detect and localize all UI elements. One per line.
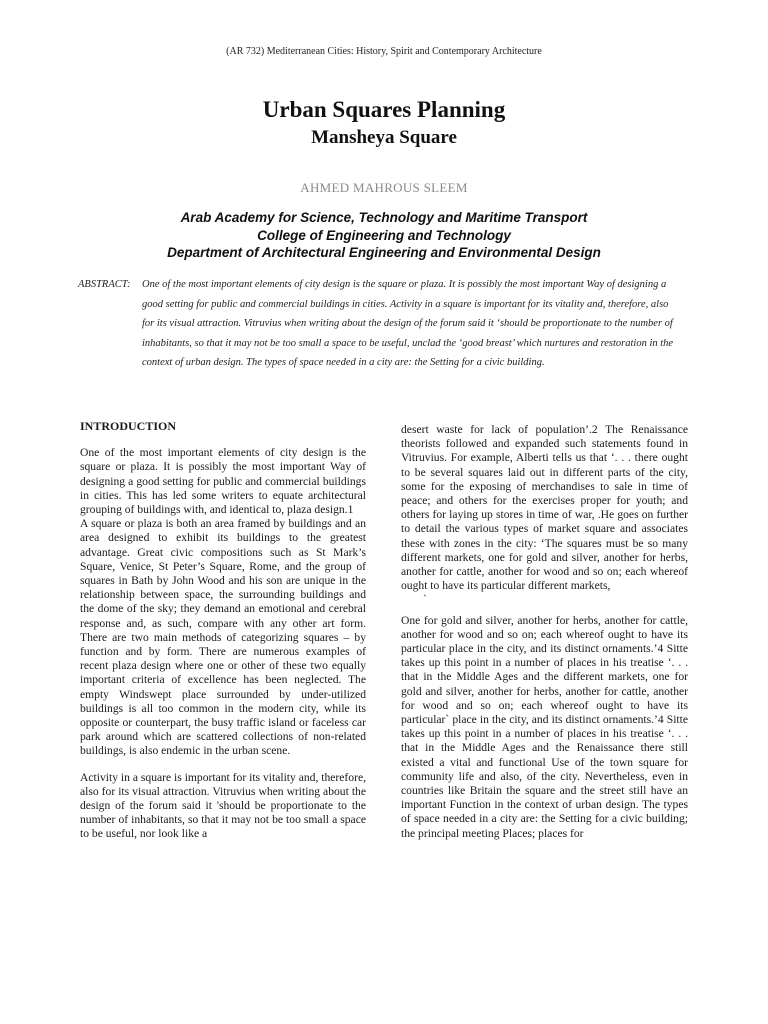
abstract-text: One of the most important elements of city design is the square or plaza. It is possibly the most important Way of designing a good setting for public and commercial buildings in cities. Activity in a square is important for its vitality and, therefore, also for its visual attraction. Vitruvius when writing about the design of the forum said it ‘should be proportionate to the number of inhabitants, so that it may not be too small a space to be useful, unclad the ‘good breast’ which nurtures and restoration in the context of urban design. The types of space needed in a city are: the Setting for a civic building. bbox=[142, 279, 674, 368]
abstract-block bbox=[78, 275, 678, 373]
left-paragraph-1: One of the most important elements of city design is the square or plaza. It is possibly the most important Way of designing a good setting for public and commercial buildings in cities. This has led some writers to equate architectural grouping of buildings with, and identical to, plaza design.1 bbox=[80, 446, 366, 517]
right-column bbox=[401, 423, 688, 841]
course-header: (AR 732) Mediterranean Cities: History, Spirit and Contemporary Architecture bbox=[226, 46, 542, 57]
left-paragraph-2: A square or plaza is both an area framed by buildings and an area designed to exhibit its buildings to the greatest advantage. Great civic compositions such as St Mark’s Square, Venice, St Peter’s Square, Rome, and the group of squares in Bath by John Wood and his son are unique in the relationship between space, the surrounding buildings and the dome of the sky; they demand an emotional and cerebral response and, as such, compare with any other art form. There are two main methods of categorizing squares – by function and by form. There are numerous examples of recent plaza design where one or other of these two equally important criteria of excellence has been neglected. The empty Windswept place surrounded by under-utilized buildings is all too common in the modern city, while its opposite or counterpart, the busy traffic island or faceless car park around which are scattered collections of non-related buildings, is also endemic in the urban scene. bbox=[80, 517, 366, 758]
left-column bbox=[80, 419, 366, 842]
left-paragraph-3: Activity in a square is important for its vitality and, therefore, also for its visual attraction. Vitruvius when writing about the design of the forum said it 'should be proportionate to the number of inhabitants, so that it may not be too small a space to be useful, nor look like a bbox=[80, 770, 366, 841]
abstract-label: ABSTRACT: bbox=[78, 279, 131, 290]
author-name: AHMED MAHROUS SLEEM bbox=[300, 180, 468, 195]
right-paragraph-1: desert waste for lack of population’.2 The Renaissance theorists followed and expanded such statements found in Vitruvius. For example, Alberti tells us that ‘. . . there ought to be several squares laid out in different parts of the city, some for the exposing of merchandises to sale in time of peace; and others for the exercises proper for youth; and others for laying up stores in time of war, .He goes on further to detail the various types of market square and associates these with zones in the city: ‘The squares must be so many different markets, one for gold and silver, another for herbs, another for cattle, another for wood and so on; each whereof ought to have its particular different markets, bbox=[401, 423, 688, 593]
paper-title: Urban Squares Planning bbox=[262, 97, 506, 122]
right-paragraph-2: One for gold and silver, another for herbs, another for cattle, another for wood and so on; each whereof ought to have its particular place in the city, and its distinct ornaments.’4 Sitte takes up this point in a number of places in his treatise ‘. . . that in the Middle Ages and the different markets, one for gold and silver, another for herbs, another for cattle, another for wood and so on; each whereof ought to have its particular` place in the city, and its distinct ornaments.’4 Sitte takes up this point in a number of places in his treatise ‘. . . that in the Middle Ages and the Renaissance there still existed a vital and functional Use of the town square for community life and also, of the city. Nevertheless, even in countries like Britain the square and the street still have an important Function in the context of urban design. The types of space needed in a city are: the Setting for a civic building; the principal meeting Places; places for bbox=[401, 613, 688, 840]
stray-mark: ` bbox=[423, 593, 427, 607]
affiliation-department: Department of Architectural Engineering and Environmental Design bbox=[167, 245, 601, 260]
affiliation-academy: Arab Academy for Science, Technology and Maritime Transport bbox=[180, 210, 588, 225]
section-heading-introduction: INTRODUCTION bbox=[80, 419, 177, 433]
paper-subtitle: Mansheya Square bbox=[311, 127, 457, 148]
affiliation-college: College of Engineering and Technology bbox=[257, 228, 511, 243]
